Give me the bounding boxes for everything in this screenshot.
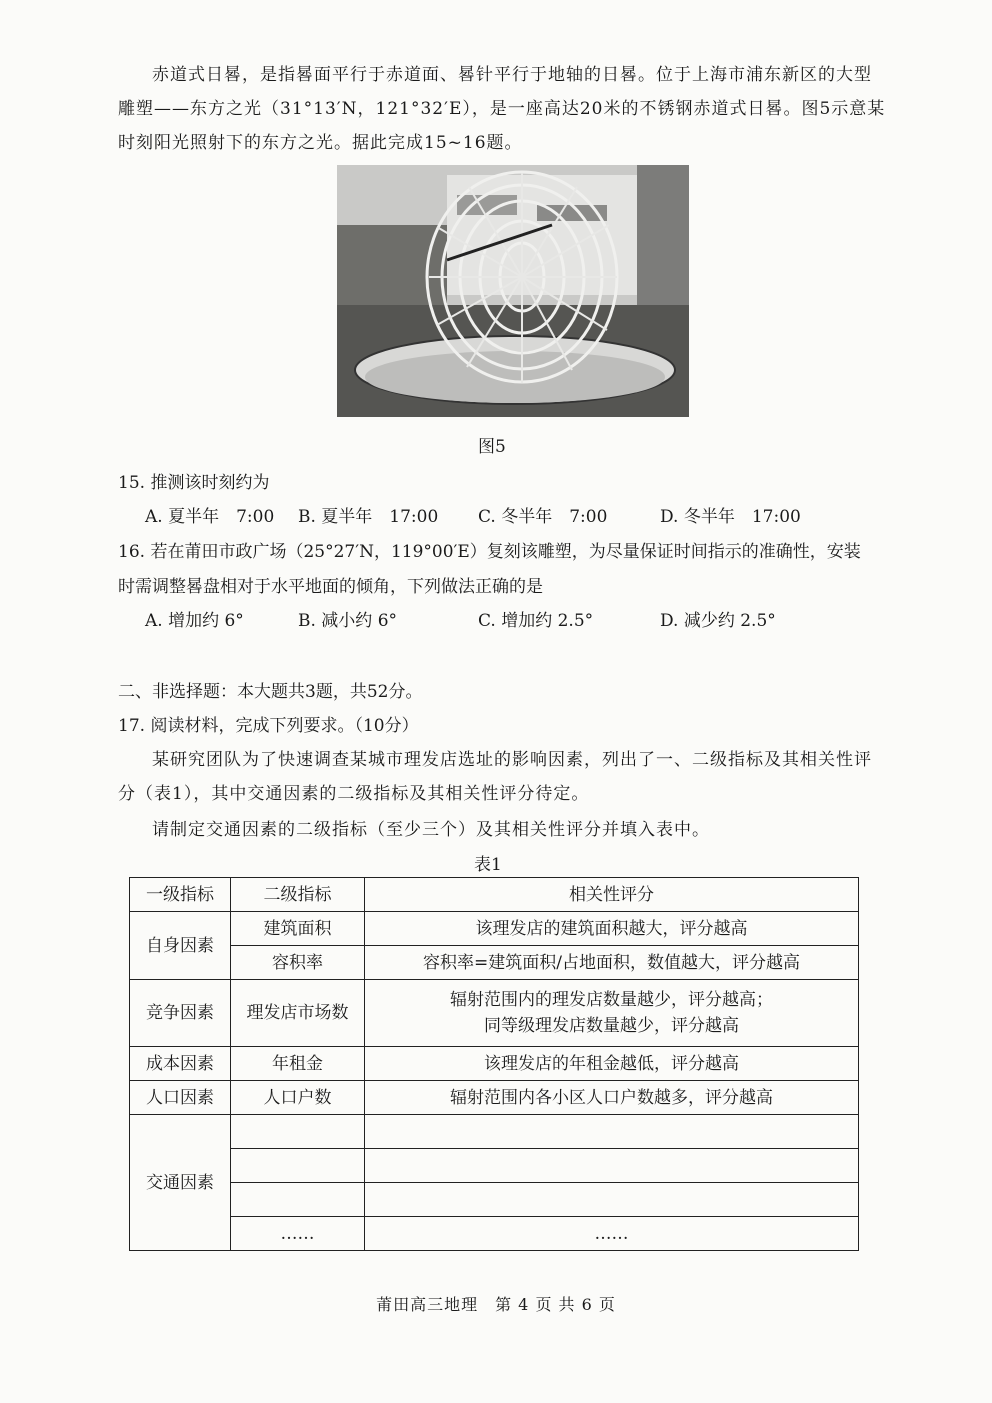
q17-paragraph-2: 请制定交通因素的二级指标（至少三个）及其相关性评分并填入表中。 bbox=[152, 820, 710, 840]
figure-caption: 图5 bbox=[478, 437, 506, 457]
table-row bbox=[130, 1217, 859, 1251]
q16-stem-line1: 16. 若在莆田市政广场（25°27′N，119°00′E）复刻该雕塑，为尽量保证时间指示的准确性，安装 bbox=[118, 542, 861, 562]
population-factor-label: 人口因素 bbox=[130, 1081, 231, 1115]
population-l2: 人口户数 bbox=[231, 1081, 365, 1115]
sundial-photo bbox=[337, 165, 689, 417]
indicator-table bbox=[129, 877, 859, 1251]
traffic-score-ellipsis: …… bbox=[365, 1217, 859, 1251]
self-factor-label: 自身因素 bbox=[130, 912, 231, 980]
table-row bbox=[130, 1081, 859, 1115]
header-level2: 二级指标 bbox=[231, 878, 365, 912]
compete-score-line2: 同等级理发店数量越少，评分越高 bbox=[484, 1016, 739, 1036]
q15-option-d: D. 冬半年 17:00 bbox=[660, 507, 801, 527]
self-score-area: 该理发店的建筑面积越大，评分越高 bbox=[365, 912, 859, 946]
traffic-score-blank[interactable] bbox=[365, 1115, 859, 1149]
table-row bbox=[130, 1183, 859, 1217]
q15-stem: 15. 推测该时刻约为 bbox=[118, 473, 270, 493]
population-score: 辐射范围内各小区人口户数越多，评分越高 bbox=[365, 1081, 859, 1115]
compete-l2: 理发店市场数 bbox=[231, 980, 365, 1047]
compete-score-line1: 辐射范围内的理发店数量越少，评分越高； bbox=[450, 990, 773, 1010]
self-l2-plot-ratio: 容积率 bbox=[231, 946, 365, 980]
q16-option-d: D. 减少约 2.5° bbox=[660, 611, 776, 631]
q15-option-a: A. 夏半年 7:00 bbox=[145, 507, 275, 527]
cost-factor-label: 成本因素 bbox=[130, 1047, 231, 1081]
q16-stem-line2: 时需调整晷盘相对于水平地面的倾角，下列做法正确的是 bbox=[118, 577, 543, 597]
traffic-score-blank[interactable] bbox=[365, 1183, 859, 1217]
cost-score: 该理发店的年租金越低，评分越高 bbox=[365, 1047, 859, 1081]
cost-l2: 年租金 bbox=[231, 1047, 365, 1081]
table-row bbox=[130, 1149, 859, 1183]
q16-option-c: C. 增加约 2.5° bbox=[478, 611, 594, 631]
table-row bbox=[130, 912, 859, 946]
self-l2-area: 建筑面积 bbox=[231, 912, 365, 946]
q15-option-b: B. 夏半年 17:00 bbox=[298, 507, 439, 527]
q16-option-b: B. 减小约 6° bbox=[298, 611, 398, 631]
page-footer: 莆田高三地理 第 4 页 共 6 页 bbox=[376, 1295, 616, 1314]
table-row bbox=[130, 1047, 859, 1081]
table-title: 表1 bbox=[474, 855, 502, 875]
table-row bbox=[130, 1115, 859, 1149]
q17-stem: 17. 阅读材料，完成下列要求。（10分） bbox=[118, 716, 419, 736]
table-row bbox=[130, 980, 859, 1047]
section-heading: 二、非选择题：本大题共3题，共52分。 bbox=[118, 682, 423, 702]
header-score: 相关性评分 bbox=[365, 878, 859, 912]
q16-option-a: A. 增加约 6° bbox=[145, 611, 244, 631]
traffic-l2-ellipsis: …… bbox=[231, 1217, 365, 1251]
traffic-l2-blank[interactable] bbox=[231, 1149, 365, 1183]
traffic-l2-blank[interactable] bbox=[231, 1183, 365, 1217]
traffic-score-blank[interactable] bbox=[365, 1149, 859, 1183]
sundial-illustration bbox=[337, 165, 689, 417]
table-row bbox=[130, 946, 859, 980]
traffic-l2-blank[interactable] bbox=[231, 1115, 365, 1149]
q17-paragraph-1: 某研究团队为了快速调查某城市理发店选址的影响因素，列出了一、二级指标及其相关性评分（表1），其中交通因素的二级指标及其相关性评分待定。 bbox=[118, 750, 872, 804]
table-header-row bbox=[130, 878, 859, 912]
q15-option-c: C. 冬半年 7:00 bbox=[478, 507, 608, 527]
header-level1: 一级指标 bbox=[130, 878, 231, 912]
compete-score bbox=[365, 980, 859, 1047]
self-score-plot-ratio: 容积率=建筑面积/占地面积，数值越大，评分越高 bbox=[365, 946, 859, 980]
traffic-factor-label: 交通因素 bbox=[130, 1115, 231, 1251]
intro-paragraph: 赤道式日晷，是指晷面平行于赤道面、晷针平行于地轴的日晷。位于上海市浦东新区的大型雕塑——东方之光（31°13′N，121°32′E），是一座高达20米的不锈钢赤道式日晷。图5示意某时刻阳光照射下的东方之光。据此完成15~16题。 bbox=[118, 65, 886, 153]
compete-factor-label: 竞争因素 bbox=[130, 980, 231, 1047]
